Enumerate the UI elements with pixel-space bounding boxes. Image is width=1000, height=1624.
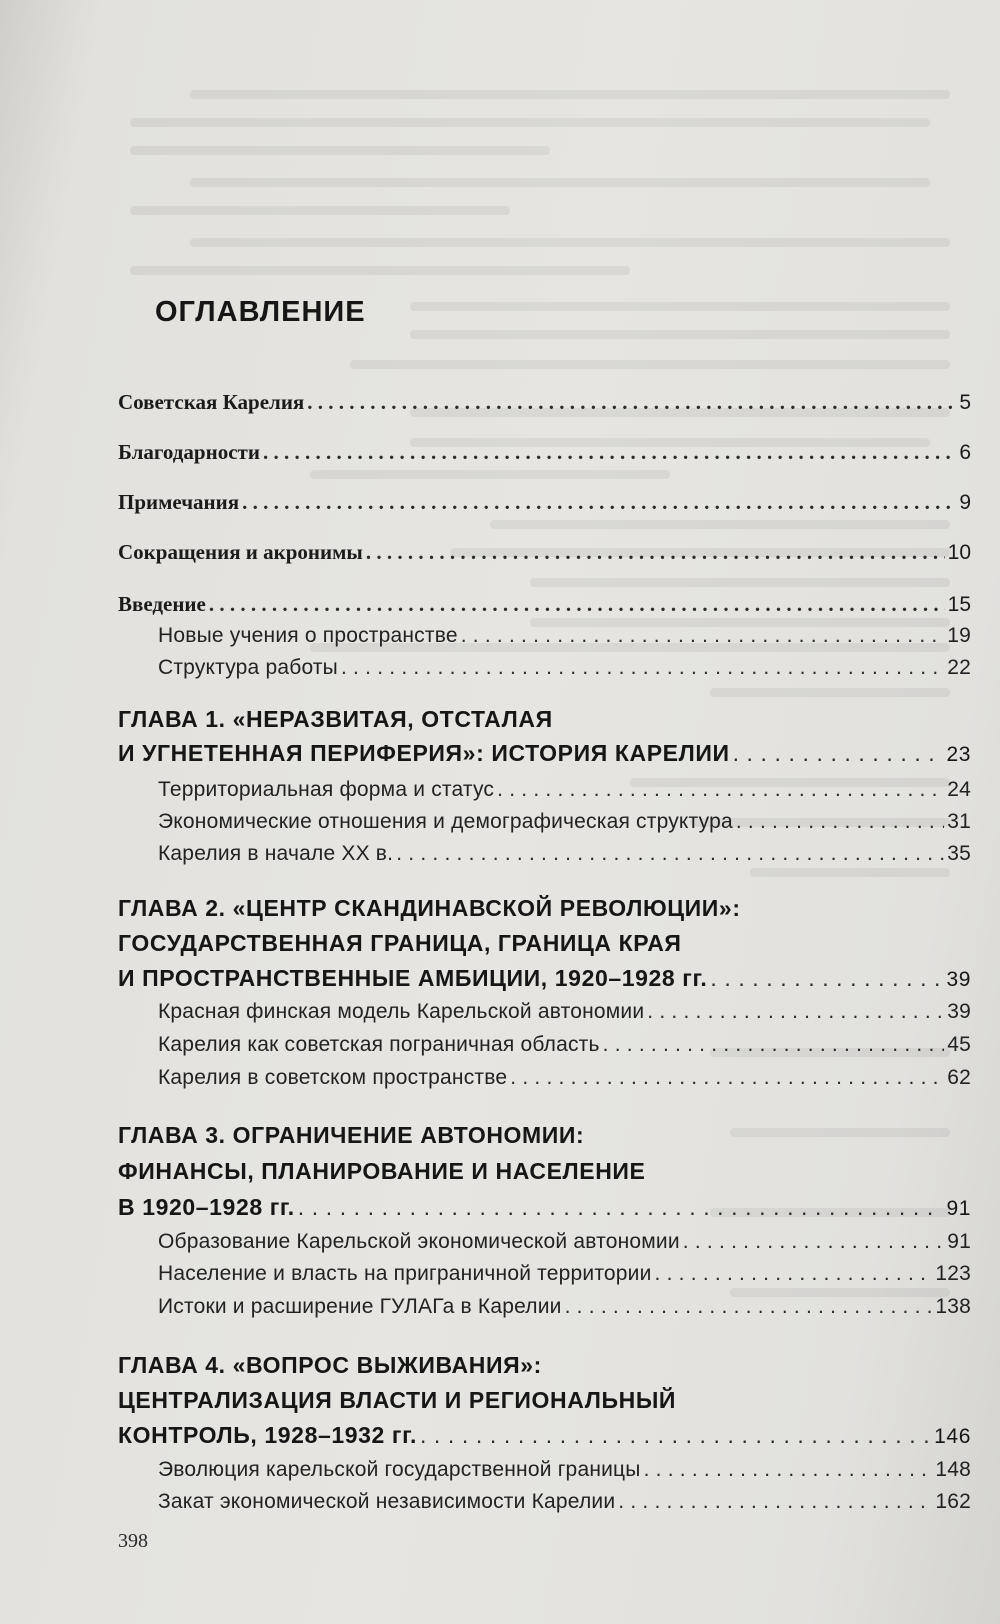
toc-subentry-page: 162: [935, 1490, 971, 1513]
toc-subentry-page: 45: [947, 1033, 971, 1056]
toc-subentry-page: 123: [935, 1262, 971, 1285]
toc-entry-page: 9: [959, 491, 971, 514]
toc-subentry[interactable]: [158, 624, 971, 648]
chapter-4-heading-line: ЦЕНТРАЛИЗАЦИЯ ВЛАСТИ И РЕГИОНАЛЬНЫЙ: [118, 1387, 677, 1413]
chapter-page: 23: [946, 743, 971, 766]
leader-dots: [341, 656, 944, 680]
toc-entry-page: 10: [947, 541, 971, 564]
leader-dots: [298, 1194, 944, 1221]
toc-subentry-title: Новые учения о пространстве: [158, 624, 458, 647]
chapter-heading-line: И УГНЕТЕННАЯ ПЕРИФЕРИЯ»: ИСТОРИЯ КАРЕЛИИ: [118, 740, 730, 766]
toc-subentry-title: Население и власть на приграничной территории: [158, 1262, 652, 1285]
toc-subentry-page: 24: [947, 778, 971, 801]
leader-dots: [647, 1000, 944, 1024]
leader-dots: [683, 1230, 944, 1254]
toc-subentry-page: 138: [935, 1295, 971, 1318]
toc-subentry-page: 31: [947, 810, 971, 833]
toc-entry-vvedenie[interactable]: [118, 592, 971, 617]
chapter-3-heading-line: ФИНАНСЫ, ПЛАНИРОВАНИЕ И НАСЕЛЕНИЕ: [118, 1158, 646, 1184]
toc-subentry-page: 148: [935, 1458, 971, 1481]
leader-dots: [420, 1422, 931, 1449]
toc-entry-page: 15: [947, 593, 971, 616]
chapter-2-heading-line: ГОСУДАРСТВЕННАЯ ГРАНИЦА, ГРАНИЦА КРАЯ: [118, 930, 682, 956]
toc-entry-title: Примечания: [118, 490, 240, 514]
chapter-heading-line: И ПРОСТРАНСТВЕННЫЕ АМБИЦИИ, 1920–1928 гг.: [118, 965, 708, 991]
leader-dots: [263, 440, 956, 465]
toc-subentry[interactable]: [158, 1295, 971, 1319]
leader-dots: [396, 842, 944, 866]
toc-subentry-title: Образование Карельской экономической автономии: [158, 1230, 680, 1253]
toc-subentry[interactable]: [158, 1262, 971, 1286]
toc-subentry[interactable]: [158, 842, 971, 866]
toc-entry-sokrashcheniya[interactable]: [118, 540, 971, 565]
leader-dots: [307, 390, 956, 415]
toc-subentry-title: Территориальная форма и статус: [158, 778, 495, 801]
toc-subentry[interactable]: [158, 1033, 971, 1057]
leader-dots: [497, 778, 944, 802]
page-number: 398: [118, 1530, 148, 1552]
leader-dots: [644, 1458, 933, 1482]
leader-dots: [603, 1033, 945, 1057]
toc-subentry-title: Карелия как советская пограничная область: [158, 1033, 600, 1056]
toc-subentry-page: 35: [947, 842, 971, 865]
leader-dots: [710, 965, 943, 992]
toc-subentry-page: 19: [947, 624, 971, 647]
toc-subentry-title: Красная финская модель Карельской автономии: [158, 1000, 645, 1023]
toc-subentry[interactable]: [158, 778, 971, 802]
chapter-heading-line: КОНТРОЛЬ, 1928–1932 гг.: [118, 1422, 417, 1448]
toc-subentry-title: Закат экономической независимости Карелии: [158, 1490, 616, 1513]
toc-entry-blagodarnosti[interactable]: [118, 440, 971, 465]
toc-subentry[interactable]: [158, 656, 971, 680]
leader-dots: [209, 592, 945, 617]
toc-subentry[interactable]: [158, 1230, 971, 1254]
chapter-3-heading-line: ГЛАВА 3. ОГРАНИЧЕНИЕ АВТОНОМИИ:: [118, 1122, 585, 1148]
chapter-2-entry[interactable]: [118, 965, 971, 992]
leader-dots: [733, 740, 944, 767]
toc-subentry[interactable]: [158, 810, 971, 834]
chapter-page: 39: [946, 968, 971, 991]
toc-subentry-page: 22: [947, 656, 971, 679]
leader-dots: [565, 1295, 933, 1319]
toc-subentry-page: 39: [947, 1000, 971, 1023]
toc-entry-page: 5: [959, 391, 971, 414]
toc-title: ОГЛАВЛЕНИЕ: [155, 296, 366, 328]
toc-subentry-title: Эволюция карельской государственной границы: [158, 1458, 641, 1481]
chapter-1-entry[interactable]: [118, 740, 971, 767]
chapter-4-heading-line: ГЛАВА 4. «ВОПРОС ВЫЖИВАНИЯ»:: [118, 1352, 542, 1378]
toc-entry-sovetskaya-kareliya[interactable]: [118, 390, 971, 415]
toc-entry-page: 6: [959, 441, 971, 464]
toc-subentry-title: Структура работы: [158, 656, 338, 679]
leader-dots: [366, 540, 945, 565]
toc-entry-title: Введение: [118, 592, 206, 616]
toc-subentry[interactable]: [158, 1000, 971, 1024]
toc-subentry-title: Карелия в начале XX в.: [158, 842, 394, 865]
toc-entry-title: Советская Карелия: [118, 390, 305, 414]
chapter-2-heading-line: ГЛАВА 2. «ЦЕНТР СКАНДИНАВСКОЙ РЕВОЛЮЦИИ»:: [118, 895, 741, 921]
leader-dots: [736, 810, 944, 834]
chapter-page: 146: [934, 1425, 971, 1448]
leader-dots: [618, 1490, 932, 1514]
toc-subentry-page: 91: [947, 1230, 971, 1253]
leader-dots: [242, 490, 956, 515]
toc-entry-primechaniya[interactable]: [118, 490, 971, 515]
toc-subentry[interactable]: [158, 1066, 971, 1090]
leader-dots: [510, 1066, 944, 1090]
toc-subentry[interactable]: [158, 1490, 971, 1514]
chapter-page: 91: [946, 1197, 971, 1220]
leader-dots: [461, 624, 945, 648]
toc-subentry[interactable]: [158, 1458, 971, 1482]
toc-entry-title: Сокращения и акронимы: [118, 540, 363, 564]
toc-subentry-title: Карелия в советском пространстве: [158, 1066, 508, 1089]
leader-dots: [655, 1262, 933, 1286]
toc-subentry-page: 62: [947, 1066, 971, 1089]
toc-subentry-title: Истоки и расширение ГУЛАГа в Карелии: [158, 1295, 562, 1318]
toc-subentry-title: Экономические отношения и демографическая структура: [158, 810, 733, 833]
chapter-4-entry[interactable]: [118, 1422, 971, 1449]
chapter-1-heading-line: ГЛАВА 1. «НЕРАЗВИТАЯ, ОТСТАЛАЯ: [118, 706, 553, 732]
toc-entry-title: Благодарности: [118, 440, 260, 464]
chapter-heading-line: В 1920–1928 гг.: [118, 1194, 295, 1220]
chapter-3-entry[interactable]: [118, 1194, 971, 1221]
